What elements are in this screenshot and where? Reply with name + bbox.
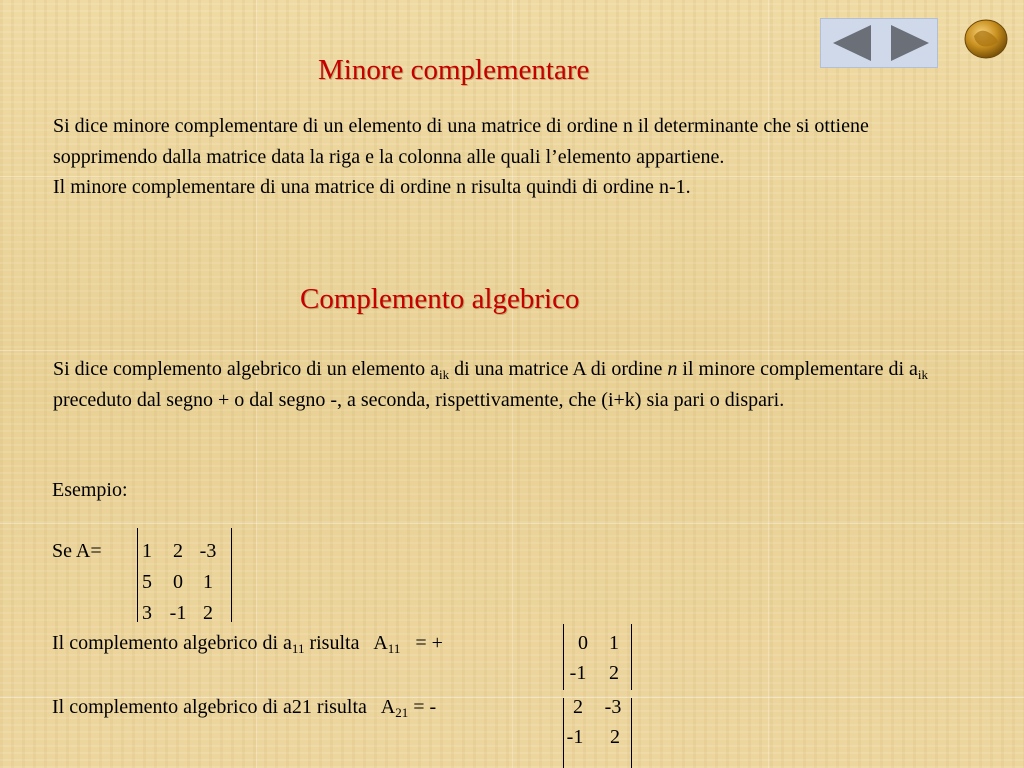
- subscript: 11: [291, 641, 305, 656]
- left-arrow-icon: [823, 19, 881, 67]
- minor-cell: 1: [609, 632, 619, 654]
- matrix-cell: 2: [203, 602, 213, 624]
- minor-cell: -1: [566, 726, 584, 748]
- subscript: ik: [439, 367, 450, 382]
- italic-n: n: [667, 358, 678, 380]
- navigation-panel: [820, 18, 938, 68]
- subscript: 21: [395, 705, 409, 720]
- text-span: Si dice complemento algebrico di un elemento a: [53, 358, 439, 380]
- determinant-bar-right: [631, 624, 632, 690]
- matrix-cell: -1: [169, 602, 187, 624]
- matrix-cell: 1: [203, 571, 213, 593]
- next-slide-button[interactable]: [881, 19, 939, 67]
- determinant-bar-right: [631, 698, 632, 768]
- previous-slide-button[interactable]: [823, 19, 881, 67]
- minor-cell: 2: [573, 696, 583, 718]
- text-span: di una matrice A di ordine: [449, 358, 668, 380]
- minor-cell: 2: [610, 726, 620, 748]
- text-span: preceduto dal segno + o dal segno -, a seconda, rispettivamente, che (i+k) sia pari o dispari.: [53, 388, 785, 411]
- matrix-cell: -3: [199, 540, 217, 562]
- matrix-label: Se A=: [52, 540, 102, 562]
- section-title-complemento: Complemento algebrico: [300, 283, 580, 315]
- minor-cell: 2: [609, 662, 619, 684]
- matrix-cell: 1: [142, 540, 152, 562]
- right-arrow-icon: [881, 19, 939, 67]
- paragraph: Il minore complementare di una matrice di ordine n risulta quindi di ordine n-1.: [53, 176, 691, 198]
- minor-cell: 0: [578, 632, 588, 654]
- text-span: il minore complementare di a: [677, 358, 918, 380]
- example-label: Esempio:: [52, 479, 128, 501]
- definition-complemento: [53, 354, 988, 415]
- complemento-line-a21: [52, 696, 436, 719]
- subscript: ik: [917, 367, 928, 382]
- text-span: risulta A: [304, 632, 388, 654]
- minor-cell: -1: [569, 662, 587, 684]
- text-span: = +: [400, 632, 443, 654]
- matrix-cell: 5: [142, 571, 152, 593]
- matrix-cell: 2: [173, 540, 183, 562]
- text-span: = -: [408, 696, 437, 718]
- matrix-cell: 0: [173, 571, 183, 593]
- text-span: Il complemento algebrico di a: [52, 632, 292, 654]
- minor-cell: -3: [604, 696, 622, 718]
- text-span: Il complemento algebrico di a21 risulta A: [52, 696, 396, 718]
- subscript: 11: [387, 641, 401, 656]
- paragraph: [53, 354, 988, 415]
- determinant-bar-left: [563, 624, 564, 690]
- gold-coin-icon[interactable]: [962, 16, 1010, 60]
- matrix-cell: 3: [142, 602, 152, 624]
- paragraph: Si dice minore complementare di un elemento di una matrice di ordine n il determinante che si ottiene sopprimendo dalla matrice data la riga e la colonna alle quali l’elemento appartiene.: [53, 115, 869, 168]
- determinant-bar-right: [231, 528, 232, 622]
- definition-minore: [53, 111, 973, 203]
- complemento-line-a11: [52, 632, 443, 655]
- section-title-minore: Minore complementare: [318, 54, 590, 86]
